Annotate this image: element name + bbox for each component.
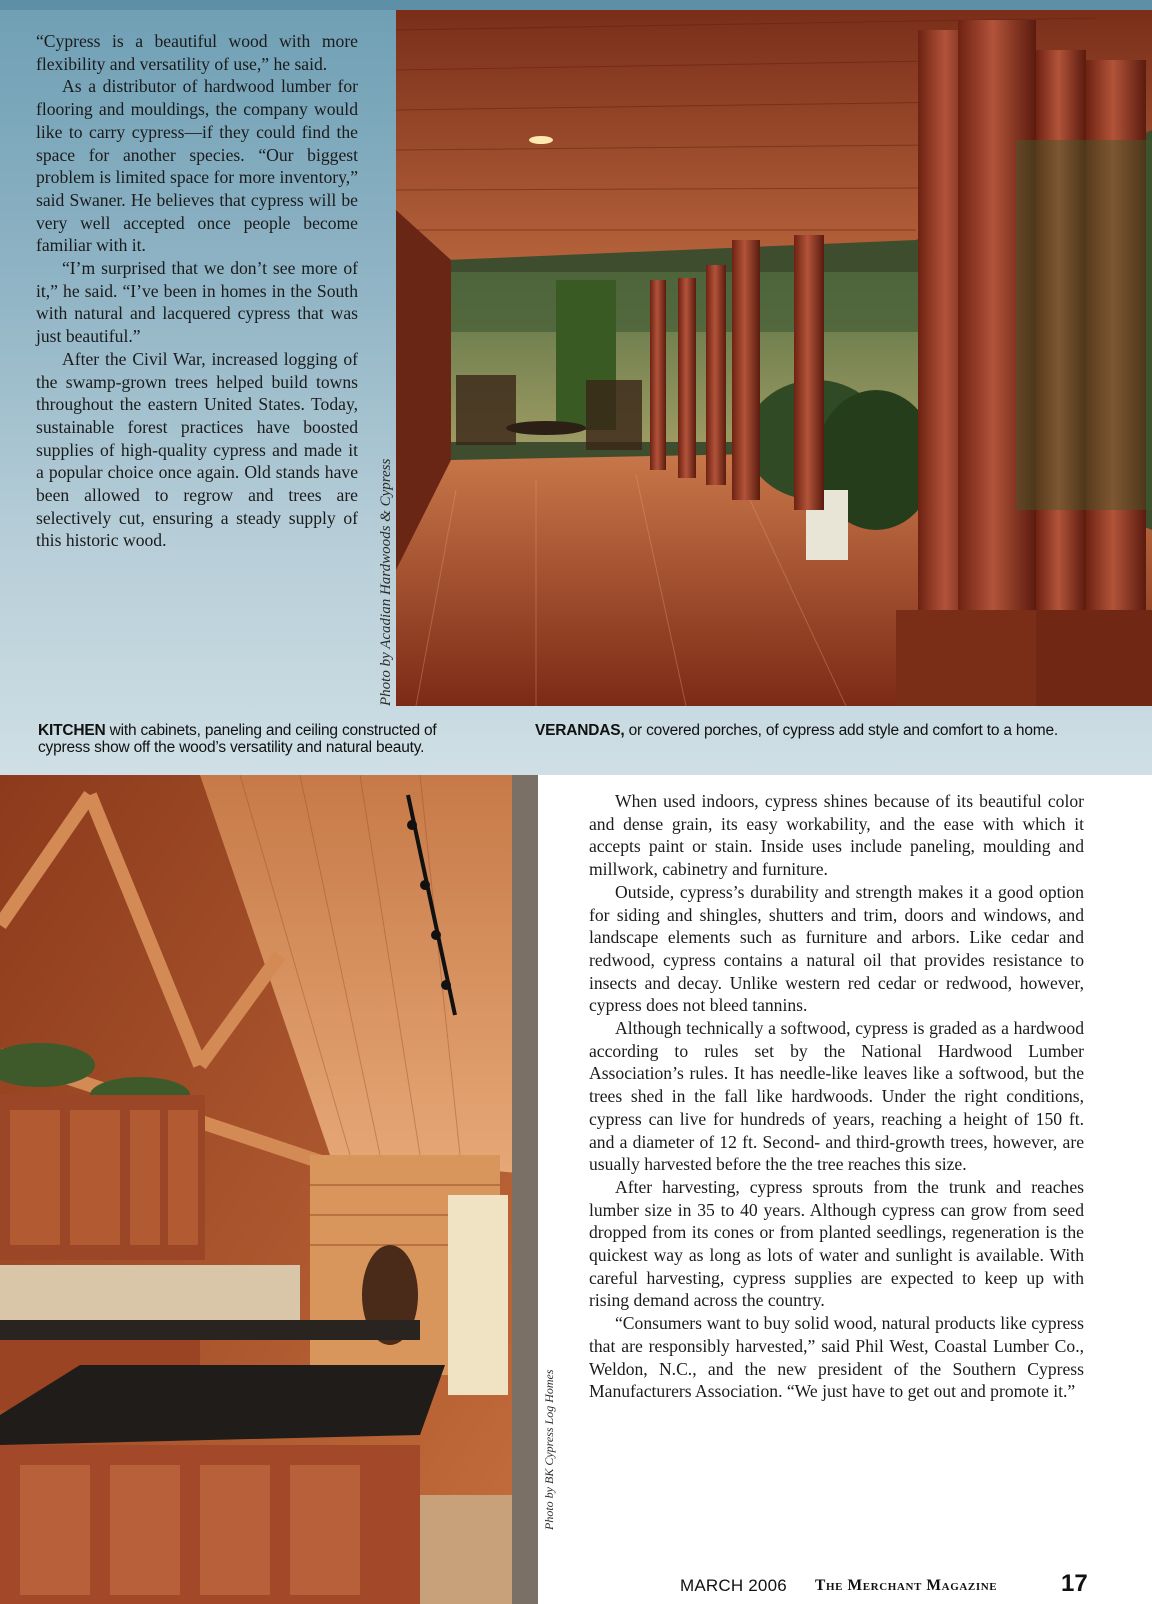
veranda-photo [396, 10, 1152, 706]
kitchen-caption [38, 722, 478, 756]
kitchen-caption-lead: KITCHEN [38, 722, 106, 739]
veranda-caption-text: or covered porches, of cypress add style and comfort to a home. [624, 722, 1058, 739]
left-paragraph-3: “I’m surprised that we don’t see more of it,” he said. “I’ve been in homes in the South with natural and lacquered cypress that was just beautiful.” [36, 258, 358, 347]
page-footer [680, 1572, 1120, 1600]
left-paragraph-2: As a distributor of hardwood lumber for flooring and mouldings, the company would like to carry cypress—if they could find the space for another species. “Our biggest problem is limited space for more inventory,” said Swaner. He believes that cypress will be very well accepted once people become familiar with it. [36, 76, 358, 256]
veranda-caption [535, 722, 1135, 739]
right-paragraph-3: Although technically a softwood, cypress is graded as a hardwood according to rules set by the National Hardwood Lumber Association’s rules. It has needle-like leaves like a softwood, but the trees shed in the fall like hardwoods. Under the right conditions, cypress can live for hundreds of years, reaching a height of 150 ft. and a diameter of 12 ft. Second- and third-growth trees, however, are usually harvested before the the tree reaches this size. [589, 1018, 1084, 1175]
right-paragraph-4: After harvesting, cypress sprouts from the trunk and reaches lumber size in 35 to 40 years. Although cypress can grow from seed dropped from its cones or from planted seedlings, regeneration is the quickest way as long as lots of water and sunlight is available. With careful harvesting, cypress supplies are expected to keep up with rising demand across the country. [589, 1176, 1084, 1311]
veranda-photo-credit: Photo by Acadian Hardwoods & Cypress [378, 458, 394, 706]
left-column-text [36, 30, 358, 552]
magazine-title: The Merchant Magazine [815, 1577, 998, 1594]
kitchen-photo [0, 775, 538, 1604]
right-paragraph-5: “Consumers want to buy solid wood, natural products like cypress that are responsibly harvested,” said Phil West, Coastal Lumber Co., Weldon, N.C., and the new president of the Southern Cypress Manufacturers Association. “We just have to get out and promote it.” [589, 1313, 1084, 1402]
page-number: 17 [1061, 1570, 1088, 1597]
veranda-illustration [396, 10, 1152, 706]
issue-date: MARCH 2006 [680, 1576, 787, 1595]
kitchen-illustration [0, 775, 538, 1604]
top-border [0, 0, 1152, 10]
left-paragraph-4: After the Civil War, increased logging of the swamp-grown trees helped build towns throughout the eastern United States. Today, sustainable forest practices have boosted supplies of high-quality cypress and made it a popular choice once again. Old stands have been allowed to regrow and trees are selectively cut, ensuring a steady supply of this historic wood. [36, 348, 358, 551]
veranda-caption-lead: VERANDAS, [535, 722, 625, 739]
right-column-text [589, 790, 1084, 1403]
left-paragraph-1: “Cypress is a beautiful wood with more flexibility and versatility of use,” he said. [36, 31, 358, 74]
kitchen-photo-credit: Photo by BK Cypress Log Homes [542, 1369, 556, 1530]
right-paragraph-1: When used indoors, cypress shines because of its beautiful color and dense grain, its easy workability, and the ease with which it accepts paint or stain. Inside uses include paneling, moulding and millwork, cabinetry and furniture. [589, 791, 1084, 880]
kitchen-caption-text: with cabinets, paneling and ceiling constructed of cypress show off the wood’s versatility and natural beauty. [38, 722, 437, 756]
right-paragraph-2: Outside, cypress’s durability and strength makes it a good option for siding and shingles, shutters and trim, doors and windows, and landscape elements such as furniture and arbors. Like cedar and redwood, cypress contains a natural oil that provides resistance to insects and decay. Unlike western red cedar or redwood, however, cypress does not bleed tannins. [589, 881, 1084, 1016]
